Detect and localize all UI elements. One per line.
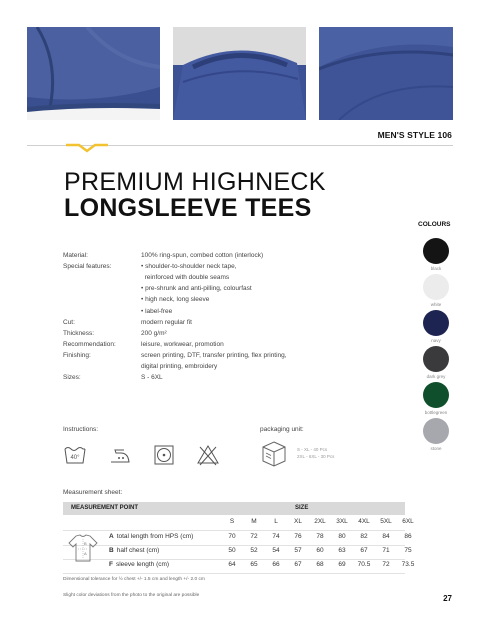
tumble-dry-icon (152, 443, 176, 467)
table-cell: 75 (404, 547, 412, 554)
colour-label: bottlegreen (424, 410, 448, 415)
row-text: half chest (cm) (116, 547, 160, 554)
table-cell: 80 (338, 533, 346, 540)
table-cell: 78 (316, 533, 324, 540)
colour-swatch-stone (423, 418, 449, 444)
table-cell: 60 (316, 547, 324, 554)
colour-label: dark grey (426, 374, 446, 379)
table-cell: 52 (250, 547, 258, 554)
table-cell: 73.5 (401, 561, 415, 568)
spec-value: screen printing, DTF, transfer printing, flex printing, (141, 351, 287, 359)
row-text: total length from HPS (cm) (116, 533, 194, 540)
colour-swatch-white (423, 274, 449, 300)
table-cell: 50 (228, 547, 236, 554)
title-line1: PREMIUM HIGHNECK (64, 168, 326, 196)
colour-label: navy (431, 338, 441, 343)
table-cell: 57 (294, 547, 302, 554)
table-cell: 69 (338, 561, 346, 568)
row-letter: F (109, 561, 113, 568)
product-photo-hem (27, 27, 160, 120)
spec-value: reinforced with double seams (141, 274, 230, 282)
colour-label: black (430, 266, 442, 271)
table-cell: 65 (250, 561, 258, 568)
table-cell: 67 (294, 561, 302, 568)
size-header-cell: 3XL (336, 518, 348, 525)
instructions-label: Instructions: (63, 426, 99, 433)
spec-value: • shoulder-to-shoulder neck tape, (141, 263, 237, 271)
table-cell: 63 (338, 547, 346, 554)
spec-value: modern regular fit (141, 318, 192, 326)
table-cell: 66 (272, 561, 280, 568)
table-cell: 68 (316, 561, 324, 568)
title-line2: LONGSLEEVE TEES (64, 194, 312, 222)
colour-swatch-navy (423, 310, 449, 336)
product-photo-shoulder (319, 27, 453, 120)
row-letter: B (109, 547, 114, 554)
row-label (109, 533, 193, 540)
header-size: SIZE (295, 505, 309, 511)
packaging-line2: 2XL - 6XL - 30 Pcs (297, 454, 335, 459)
table-cell: 72 (382, 561, 390, 568)
spec-label: Finishing: (63, 351, 91, 359)
table-row (63, 533, 412, 545)
header-measurement-point: MEASUREMENT POINT (71, 505, 139, 511)
size-header-cell: XL (294, 518, 302, 525)
size-header-cell: M (251, 518, 257, 525)
row-divider (63, 573, 405, 574)
spec-value: 100% ring-spun, combed cotton (interlock) (141, 252, 264, 259)
packaging-line1: S - XL - 40 Pcs (297, 447, 328, 452)
row-divider (63, 545, 405, 546)
table-cell: 70.5 (357, 561, 371, 568)
spec-value: • label-free (141, 307, 173, 315)
wash-temp-text: 40° (70, 455, 80, 461)
size-header-cell: S (229, 518, 235, 525)
spec-label: Sizes: (63, 374, 81, 382)
row-label (109, 547, 159, 554)
colour-label: stone (430, 446, 442, 451)
spec-value: digital printing, embroidery (141, 363, 218, 370)
spec-value: 200 g/m² (141, 329, 167, 337)
spec-value: S - 6XL (141, 374, 163, 382)
row-divider (63, 559, 405, 560)
chevron-accent-icon (66, 141, 108, 153)
product-photo-neck (173, 27, 306, 120)
table-cell: 84 (382, 533, 390, 540)
table-row (63, 561, 415, 573)
shirt-diagram-icon (66, 531, 100, 565)
svg-text:A: A (84, 551, 87, 556)
deviation-note: Slight color deviations from the photo to the original are possible (63, 593, 200, 598)
table-cell: 64 (228, 561, 236, 568)
table-cell: 74 (272, 533, 280, 540)
row-label (109, 561, 169, 568)
colour-swatch-bottlegreen (423, 382, 449, 408)
size-header-cell: 2XL (314, 518, 326, 525)
page-number: 27 (443, 594, 452, 603)
table-cell: 54 (272, 547, 280, 554)
table-row (63, 547, 412, 559)
table-cell: 82 (360, 533, 368, 540)
size-header-row (63, 518, 414, 530)
spec-label: Recommendation: (63, 340, 116, 348)
row-letter: A (109, 533, 114, 540)
tolerance-note: Dimensional tolerance for ½ chest +/- 1.5 cm and length +/- 2.0 cm (63, 577, 205, 582)
measurement-label: Measurement sheet: (63, 489, 123, 496)
table-cell: 71 (382, 547, 390, 554)
table-cell: 76 (294, 533, 302, 540)
size-header-cell: 5XL (380, 518, 392, 525)
no-bleach-icon (196, 443, 220, 467)
iron-two-dots-icon (108, 443, 132, 467)
row-text: sleeve length (cm) (115, 561, 170, 568)
colour-swatch-dark-grey (423, 346, 449, 372)
package-box-icon (261, 440, 287, 468)
spec-label: Cut: (63, 318, 75, 326)
size-header-cell: 6XL (402, 518, 414, 525)
table-cell: 86 (404, 533, 412, 540)
spec-value: leisure, workwear, promotion (141, 340, 224, 348)
wash-40-icon (63, 443, 87, 467)
colour-label: white (430, 302, 442, 307)
row-divider (63, 530, 405, 531)
table-cell: 70 (228, 533, 236, 540)
measurement-table-header (63, 502, 405, 515)
svg-text:B: B (84, 541, 87, 546)
colours-heading: COLOURS (418, 221, 451, 228)
spec-value: • high neck, long sleeve (141, 296, 210, 304)
spec-label: Material: (63, 252, 88, 259)
spec-label: Special features: (63, 263, 112, 271)
size-header-cell: 4XL (358, 518, 370, 525)
size-header-cell: L (274, 518, 278, 525)
table-cell: 67 (360, 547, 368, 554)
spec-value: • pre-shrunk and anti-pilling, colourfast (141, 285, 252, 293)
style-label: MEN'S STYLE 106 (377, 130, 452, 140)
packaging-label: packaging unit: (260, 426, 304, 433)
colour-swatch-black (423, 238, 449, 264)
measurement-table (63, 502, 405, 515)
spec-label: Thickness: (63, 329, 95, 337)
table-cell: 72 (250, 533, 258, 540)
